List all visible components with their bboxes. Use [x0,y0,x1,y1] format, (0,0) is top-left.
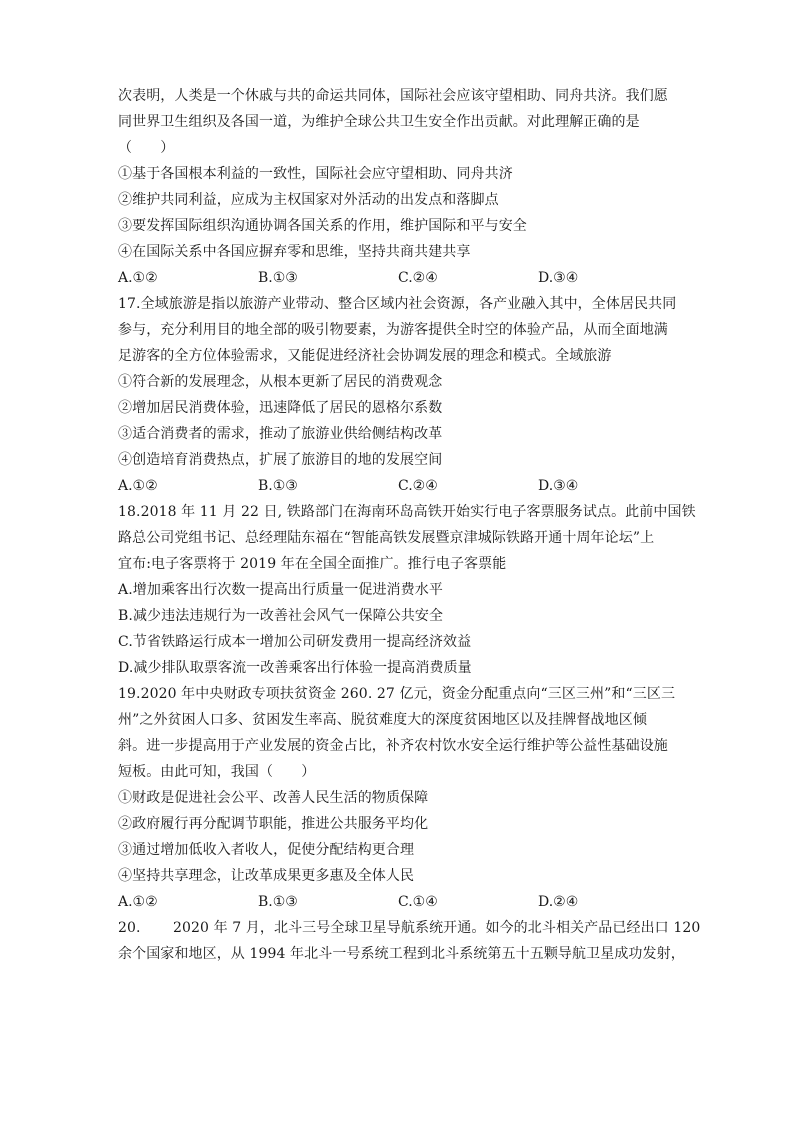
option-c: C.②④ [398,478,438,494]
option-d: D.③④ [538,270,579,286]
option-c: C.②④ [398,270,438,286]
question-20 [118,920,701,963]
question-stem-line: 同世界卫生组织及各国一道，为维护全球公共卫生安全作出贡献。对此理解正确的是 [118,114,640,130]
question-stem-line: 足游客的全方位体验需求，又能促进经济社会协调发展的理念和模式。全域旅游 [118,348,612,364]
statement-item: ①财政是促进社会公平、改善人民生活的物质保障 [118,790,429,806]
statement-item: ④创造培育消费热点，扩展了旅游目的地的发展空间 [118,452,443,468]
question-stem-line: 余个国家和地区，从 1994 年北斗一号系统工程到北斗系统第五十五颗导航卫星成功发射， [118,946,685,962]
question-17 [118,296,678,495]
option-b: B.①③ [258,478,298,494]
answer-options [118,478,678,495]
question-stem-line: 参与，充分利用目的地全部的吸引物要素，为游客提供全时空的体验产品，从而全面地满 [118,322,668,338]
statement-item: ①符合新的发展理念，从根本更新了居民的消费观念 [118,374,443,390]
statement-item: ④在国际关系中各国应摒弃零和思维，坚持共商共建共享 [118,244,471,260]
answer-options [118,894,678,911]
answer-blank: （ ） [118,140,175,156]
option-c: C.①④ [398,894,438,910]
answer-option-line: A.增加乘客出行次数一提高出行质量一促进消费水平 [118,582,443,598]
statement-item: ②增加居民消费体验，迅速降低了居民的恩格尔系数 [118,400,443,416]
page-content [118,88,701,972]
statement-item: ④坚持共享理念，让改革成果更多惠及全体人民 [118,868,415,884]
option-a: A.①② [118,894,158,910]
statement-item: ②政府履行再分配调节职能，推进公共服务平均化 [118,816,429,832]
option-a: A.①② [118,270,158,286]
answer-option-line: D.减少排队取票客流一改善乘客出行体验一提高消费质量 [118,660,472,676]
question-stem-line: 18.2018 年 11 月 22 日, 铁路部门在海南环岛高铁开始实行电子客票服务试点。此前中国铁 [118,504,696,520]
question-stem-line: 路总公司党组书记、总经理陆东福在“智能高铁发展暨京津城际铁路开通十周年论坛”上 [118,530,655,546]
question-stem-line: 次表明，人类是一个休戚与共的命运共同体，国际社会应该守望相助、同舟共济。我们愿 [118,88,668,104]
option-d: D.②④ [538,894,579,910]
question-stem-line: 斜。进一步提高用于产业发展的资金占比，补齐农村饮水安全运行维护等公益性基础设施 [118,738,668,754]
option-b: B.①③ [258,270,298,286]
question-stem-line: 19.2020 年中央财政专项扶贫资金 260. 27 亿元，资金分配重点向“三区三州”和“三区三 [118,686,676,702]
question-stem-line [118,920,701,937]
statement-item: ②维护共同利益，应成为主权国家对外活动的出发点和落脚点 [118,192,499,208]
option-a: A.①② [118,478,158,494]
option-b: B.①③ [258,894,298,910]
question-stem-line: 17.全域旅游是指以旅游产业带动、整合区域内社会资源，各产业融入其中，全体居民共同 [118,296,677,312]
question-19 [118,686,678,911]
question-stem-line: 宜布:电子客票将于 2019 年在全国全面推广。推行电子客票能 [118,556,507,572]
question-16 [118,88,678,287]
answer-option-line: B.减少违法违规行为一改善社会风气一保障公共安全 [118,608,444,624]
statement-item: ①基于各国根本利益的一致性，国际社会应守望相助、同舟共济 [118,166,513,182]
statement-item: ③要发挥国际组织沟通协调各国关系的作用，维护国际和平与安全 [118,218,527,234]
statement-item: ③适合消费者的需求，推动了旅游业供给侧结构改革 [118,426,443,442]
question-number: 20. [118,920,141,936]
question-stem-line: 州”之外贫困人口多、贫困发生率高、脱贫难度大的深度贫困地区以及挂牌督战地区倾 [118,712,647,728]
answer-option-line: C.节省铁路运行成本一增加公司研发费用一提高经济效益 [118,634,472,650]
question-stem-line: 短板。由此可知，我国（ ） [118,764,316,780]
answer-options [118,270,678,287]
statement-item: ③通过增加低收入者收人，促使分配结构更合理 [118,842,415,858]
question-18 [118,504,696,677]
question-stem-text: 2020 年 7 月，北斗三号全球卫星导航系统开通。如今的北斗相关产品已经出口 120 [173,920,701,936]
option-d: D.③④ [538,478,579,494]
